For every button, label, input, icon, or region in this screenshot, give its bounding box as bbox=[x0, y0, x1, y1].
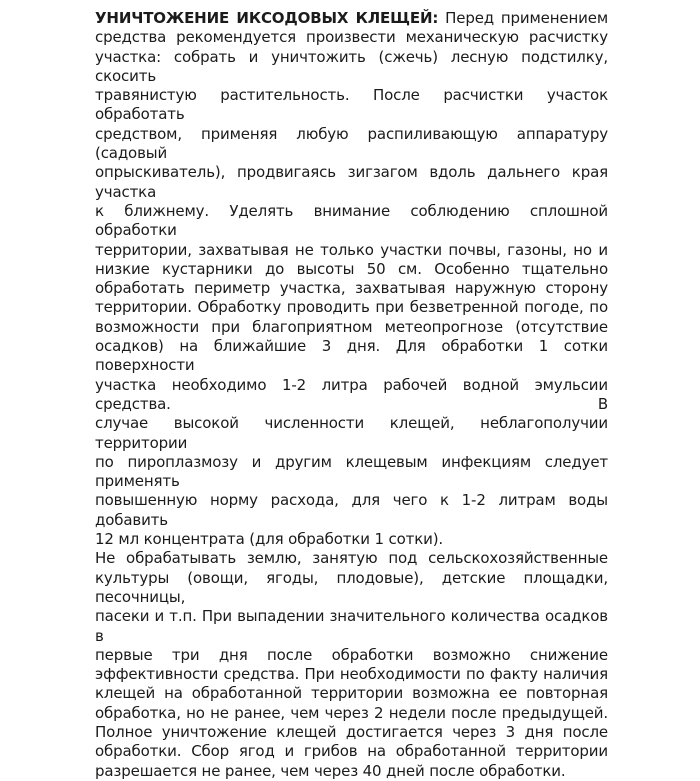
text-line: средства рекомендуется произвести механическую расчистку bbox=[95, 28, 608, 47]
paragraph-lines-2 bbox=[95, 549, 608, 781]
text-line: пасеки и т.п. При выпадении значительного количества осадков в bbox=[95, 607, 608, 645]
text-line: эффективности средства. При необходимости по факту наличия bbox=[95, 665, 608, 684]
text-line: культуры (овощи, ягоды, плодовые), детские площадки, песочницы, bbox=[95, 568, 608, 606]
text-line: территории. Обработку проводить при безветренной погоде, по bbox=[95, 298, 608, 317]
text-line: Полное уничтожение клещей достигается через 3 дня после bbox=[95, 722, 608, 741]
text-line: разрешается не ранее, чем через 40 дней после обработки. bbox=[95, 761, 566, 780]
product-description-page bbox=[95, 9, 608, 781]
text-line: 12 мл концентрата (для обработки 1 сотки). bbox=[95, 530, 444, 549]
section-heading: УНИЧТОЖЕНИЕ ИКСОДОВЫХ КЛЕЩЕЙ: bbox=[95, 9, 439, 27]
text-line: возможности при благоприятном метеопрогнозе (отсутствие bbox=[95, 317, 608, 336]
text-line: обработки. Сбор ягод и грибов на обработанной территории bbox=[95, 742, 608, 761]
text-line: обработать периметр участка, захватывая наружную сторону bbox=[95, 279, 608, 298]
text-line: по пироплазмозу и другим клещевым инфекциям следует применять bbox=[95, 452, 608, 491]
text-line: обработка, но не ранее, чем через 2 недели после предыдущей. bbox=[95, 703, 608, 722]
text-line: опрыскиватель), продвигаясь зигзагом вдоль дальнего края участка bbox=[95, 163, 608, 201]
text-line: клещей на обработанной территории возможна ее повторная bbox=[95, 684, 608, 703]
paragraph-tick-destruction bbox=[95, 9, 608, 549]
text-line-heading bbox=[95, 9, 608, 28]
heading-continuation: Перед применением bbox=[445, 9, 608, 27]
text-line: осадков) на ближайшие 3 дня. Для обработки 1 сотки поверхности bbox=[95, 337, 608, 375]
text-line: участка: собрать и уничтожить (сжечь) лесную подстилку, скосить bbox=[95, 47, 608, 85]
text-line: случае высокой численности клещей, неблагополучии территории bbox=[95, 414, 608, 452]
text-line: территории, захватывая не только участки почвы, газоны, но и bbox=[95, 240, 608, 259]
text-line: к ближнему. Уделять внимание соблюдению сплошной обработки bbox=[95, 201, 608, 240]
paragraph-restrictions bbox=[95, 549, 608, 781]
text-line: первые три дня после обработки возможно снижение bbox=[95, 645, 608, 664]
text-line: Не обрабатывать землю, занятую под сельскохозяйственные bbox=[95, 549, 608, 568]
text-line: низкие кустарники до высоты 50 см. Особенно тщательно bbox=[95, 259, 608, 278]
text-line: травянистую растительность. После расчистки участок обработать bbox=[95, 86, 608, 124]
text-line: средством, применяя любую распиливающую аппаратуру (садовый bbox=[95, 124, 608, 163]
text-line: участка необходимо 1-2 литра рабочей водной эмульсии средства. В bbox=[95, 375, 608, 413]
text-line: повышенную норму расхода, для чего к 1-2 литрам воды добавить bbox=[95, 491, 608, 529]
paragraph-lines-1 bbox=[95, 28, 608, 549]
